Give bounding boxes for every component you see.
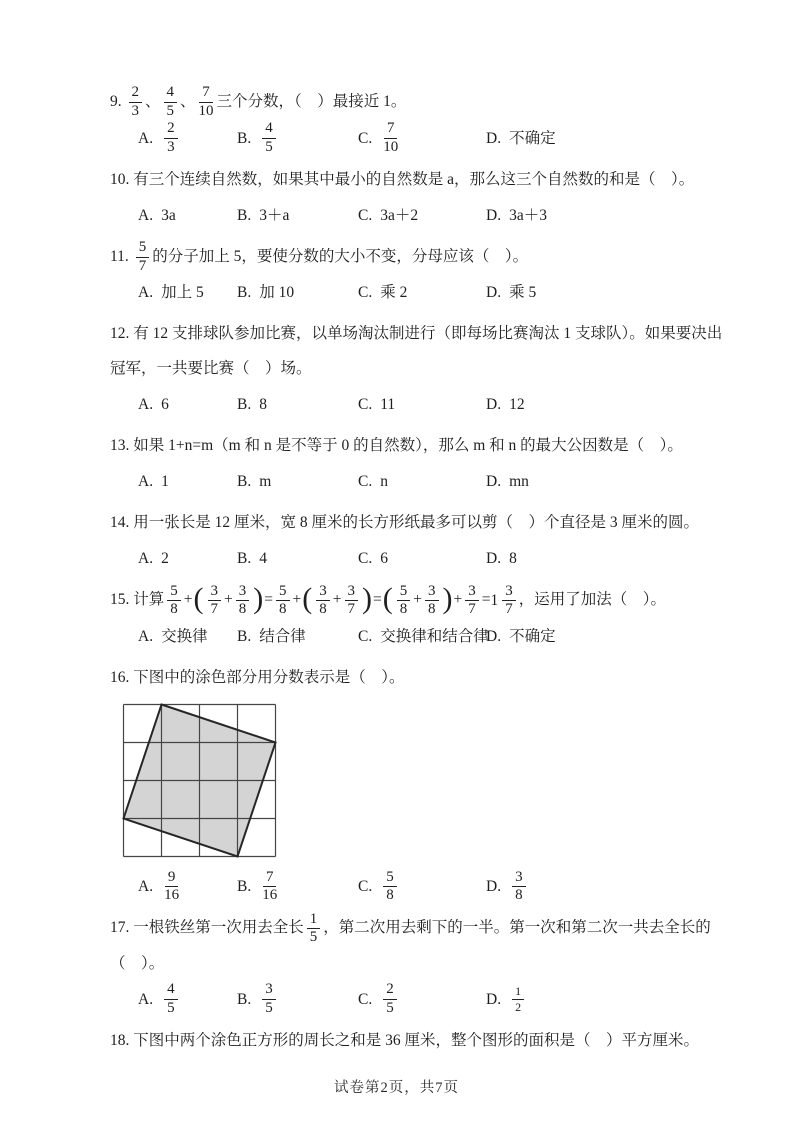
text-run: =	[373, 591, 382, 609]
fraction	[512, 870, 526, 905]
big-paren: (	[382, 581, 393, 615]
option-label: A.	[138, 550, 154, 568]
option-label: B.	[237, 129, 252, 147]
fraction-denominator: 7	[347, 601, 356, 618]
option-a	[138, 869, 237, 904]
option-a	[138, 619, 237, 654]
question-17	[110, 910, 711, 1017]
question-18	[110, 1023, 700, 1058]
option-label: B.	[237, 628, 252, 646]
text-run: 16. 下图中的涂色部分用分数表示是（ ）。	[110, 669, 405, 687]
fraction-numerator: 1	[512, 985, 524, 1000]
option-label: B.	[237, 991, 252, 1008]
fraction-numerator: 5	[276, 584, 290, 602]
option-label: D.	[486, 991, 502, 1008]
text-run: =	[264, 591, 274, 609]
text-run: 3a	[161, 206, 176, 224]
option-c	[358, 619, 489, 654]
text-run: 2	[161, 550, 169, 568]
option-label: D.	[486, 129, 502, 147]
option-d	[486, 464, 695, 499]
big-paren: (	[302, 581, 313, 615]
fraction-numerator: 5	[383, 870, 397, 888]
question-13	[110, 428, 695, 499]
fraction-numerator: 3	[316, 584, 330, 602]
question-stem-line	[110, 428, 695, 463]
text-run: m	[259, 473, 272, 491]
fraction	[208, 584, 222, 619]
option-label: A.	[138, 878, 154, 896]
fraction-denominator: 16	[164, 887, 180, 904]
text-run: +	[183, 591, 193, 609]
fraction-denominator: 7	[138, 257, 147, 274]
fraction-numerator: 3	[208, 584, 222, 602]
option-label: A.	[138, 991, 154, 1008]
page-footer	[0, 1076, 793, 1097]
big-paren: )	[362, 581, 373, 615]
fraction-numerator: 5	[167, 584, 181, 602]
question-stem-line	[110, 162, 695, 197]
option-a	[138, 541, 237, 576]
question-stem-line	[110, 582, 695, 618]
fraction-numerator: 3	[465, 584, 479, 602]
question-stem-line	[110, 660, 695, 695]
text-run: 12. 有 12 支排球队参加比赛，以单场淘汰制进行（即每场比赛淘汰 1 支球队）。如果要决出	[110, 325, 723, 343]
option-b	[237, 541, 358, 576]
option-label: C.	[358, 473, 373, 491]
question-15	[110, 582, 695, 654]
big-paren: (	[193, 581, 204, 615]
options-row	[110, 275, 695, 310]
options-row	[110, 198, 695, 233]
option-label: B.	[237, 284, 252, 302]
big-paren: )	[442, 581, 453, 615]
options-row	[110, 982, 695, 1017]
fraction	[345, 584, 359, 619]
fraction-numerator: 9	[165, 870, 179, 888]
text-run: 10. 有三个连续自然数，如果其中最小的自然数是 a，那么这三个自然数的和是（ ）。	[110, 170, 695, 188]
fraction	[502, 584, 516, 619]
fraction-denominator: 3	[131, 102, 139, 119]
fraction	[307, 912, 321, 947]
fraction	[164, 85, 178, 120]
fraction-denominator: 7	[210, 601, 219, 618]
option-d	[486, 982, 695, 1017]
option-label: B.	[237, 878, 252, 896]
fraction-denominator: 8	[170, 601, 178, 618]
fraction	[129, 85, 143, 120]
option-a	[138, 982, 237, 1017]
options-row	[110, 464, 695, 499]
text-run: +	[224, 591, 233, 609]
question-10	[110, 162, 695, 233]
fraction	[164, 121, 178, 156]
shaded-grid-figure	[121, 702, 278, 859]
text-run: 的分子加上 5，要使分数的大小不变，分母应该（ ）。	[152, 247, 529, 265]
text-run: 乘 2	[380, 284, 408, 302]
text-run: 14. 用一张长是 12 厘米，宽 8 厘米的长方形纸最多可以剪（ ）个直径是 3 厘米的圆。	[110, 514, 700, 532]
mixed-number	[491, 583, 519, 618]
fraction	[383, 870, 397, 905]
question-stem-line	[110, 239, 695, 275]
option-label: C.	[358, 550, 373, 568]
option-label: A.	[138, 129, 154, 147]
option-d	[486, 541, 695, 576]
fraction-numerator: 3	[262, 982, 276, 1000]
text-run: （ ）。	[110, 955, 165, 972]
option-d	[486, 121, 695, 156]
text-run: 冠军，一共要比赛（ ）场。	[110, 360, 312, 378]
text-run: 6	[380, 550, 388, 568]
fraction-denominator: 8	[279, 601, 287, 618]
fraction-numerator: 3	[512, 870, 526, 888]
text-run: n	[380, 473, 388, 491]
option-label: A.	[138, 206, 154, 224]
fraction	[236, 584, 250, 619]
text-run: 3a＋3	[509, 206, 547, 224]
question-stem-line	[110, 505, 700, 540]
fraction-numerator: 7	[384, 121, 398, 139]
option-label: B.	[237, 550, 252, 568]
fraction-denominator: 10	[198, 102, 214, 119]
text-run: 11	[380, 396, 396, 414]
text-run: 乘 5	[509, 284, 537, 302]
fraction-numerator: 3	[425, 584, 439, 602]
fraction-denominator: 8	[515, 887, 523, 904]
question-list	[110, 84, 723, 1064]
option-d	[486, 275, 695, 310]
text-run: 3a＋2	[380, 206, 419, 224]
question-11	[110, 239, 695, 311]
options-row	[110, 619, 695, 654]
fraction	[425, 584, 439, 619]
option-a	[138, 121, 237, 156]
fraction-denominator: 8	[238, 601, 247, 618]
fraction-denominator: 8	[399, 601, 408, 618]
fraction	[199, 85, 214, 120]
fraction	[167, 584, 181, 619]
text-run: 12	[509, 396, 525, 414]
option-d	[486, 619, 695, 654]
fraction	[383, 982, 397, 1017]
option-label: D.	[486, 628, 502, 646]
fraction-denominator: 8	[428, 601, 436, 618]
options-row	[110, 541, 695, 576]
option-b	[237, 464, 358, 499]
whole-number: 1	[490, 592, 499, 610]
page-number-text: 试卷第2页，共7页	[334, 1080, 459, 1096]
text-run: 交换律和结合律	[380, 628, 489, 646]
option-b	[237, 619, 358, 654]
option-label: B.	[237, 396, 252, 414]
text-run: 不确定	[509, 628, 556, 646]
text-run: 结合律	[259, 628, 306, 646]
fraction-numerator: 4	[164, 982, 178, 1000]
option-b	[237, 387, 358, 422]
option-d	[486, 869, 695, 904]
option-label: A.	[138, 473, 154, 491]
option-label: A.	[138, 284, 154, 302]
option-a	[138, 275, 237, 310]
text-run: 加 10	[259, 284, 295, 302]
fraction-denominator: 8	[319, 601, 327, 618]
fraction-denominator: 5	[265, 138, 273, 155]
option-label: B.	[237, 206, 252, 224]
fraction-numerator: 2	[164, 121, 178, 139]
text-run: +	[332, 591, 342, 609]
fraction-denominator: 5	[166, 102, 175, 119]
question-16	[110, 660, 695, 904]
option-label: D.	[486, 206, 502, 224]
fraction-numerator: 5	[136, 240, 150, 258]
fraction-numerator: 5	[397, 584, 411, 602]
fraction	[262, 121, 276, 156]
fraction-numerator: 4	[262, 121, 276, 139]
option-b	[237, 121, 358, 156]
fraction-numerator: 7	[199, 85, 213, 103]
text-run: 、	[180, 93, 196, 110]
option-b	[237, 198, 358, 233]
option-c	[358, 387, 486, 422]
fraction-denominator: 10	[383, 138, 399, 155]
text-run: +	[413, 591, 423, 609]
fraction-denominator: 5	[309, 929, 318, 946]
option-c	[358, 198, 486, 233]
option-label: C.	[358, 129, 373, 147]
big-paren: )	[253, 581, 264, 615]
text-run: 17. 一根铁丝第一次用去全长	[110, 919, 304, 937]
text-run: +	[292, 591, 302, 609]
fraction	[164, 870, 179, 905]
fraction-numerator: 3	[236, 584, 250, 602]
text-run: 6	[161, 396, 169, 414]
text-run: mn	[509, 473, 529, 491]
text-run: 18. 下图中两个涂色正方形的周长之和是 36 厘米，整个图形的面积是（ ）平方厘米。	[110, 1032, 700, 1049]
option-b	[237, 275, 358, 310]
option-label: B.	[237, 473, 252, 491]
options-row	[110, 869, 695, 904]
fraction-denominator: 5	[265, 1000, 273, 1016]
text-run: 9.	[110, 93, 126, 110]
question-stem-line	[110, 316, 723, 351]
fraction	[512, 985, 524, 1013]
fraction	[465, 584, 479, 619]
option-b	[237, 869, 358, 904]
fraction-denominator: 5	[167, 1000, 175, 1016]
text-run: 三个分数，（ ）最接近 1。	[216, 93, 407, 110]
option-d	[486, 198, 695, 233]
question-stem-line	[110, 351, 695, 386]
fraction-numerator: 3	[345, 584, 359, 602]
option-label: C.	[358, 284, 373, 302]
question-stem-line	[110, 946, 695, 981]
option-label: C.	[358, 878, 373, 896]
option-a	[138, 198, 237, 233]
fraction-numerator: 4	[164, 85, 178, 103]
fraction-numerator: 1	[307, 912, 321, 930]
options-row	[110, 121, 695, 156]
option-label: D.	[486, 284, 502, 302]
fraction-numerator: 2	[129, 85, 143, 103]
text-run: 、	[145, 93, 161, 110]
option-b	[237, 982, 358, 1017]
option-a	[138, 387, 237, 422]
text-run: +	[453, 591, 463, 609]
fraction	[383, 121, 398, 156]
fraction-numerator: 3	[502, 584, 516, 602]
fraction	[164, 982, 178, 1017]
fraction-denominator: 2	[515, 1000, 522, 1014]
question-stem-line	[110, 1023, 700, 1058]
option-label: C.	[358, 396, 373, 414]
option-c	[358, 982, 486, 1017]
option-c	[358, 541, 486, 576]
fraction	[276, 584, 290, 619]
fraction-numerator: 2	[383, 982, 397, 1000]
text-run: 8	[259, 396, 267, 414]
option-d	[486, 387, 695, 422]
option-a	[138, 464, 237, 499]
fraction-denominator: 7	[468, 601, 476, 618]
option-label: D.	[486, 473, 502, 491]
text-run: 1	[161, 473, 169, 491]
fraction-denominator: 16	[262, 887, 278, 904]
text-run: =	[481, 591, 491, 609]
option-c	[358, 464, 486, 499]
text-run: 加上 5	[161, 284, 204, 302]
option-label: C.	[358, 206, 373, 224]
option-c	[358, 869, 486, 904]
text-run: 11.	[110, 247, 133, 265]
option-c	[358, 275, 486, 310]
question-stem-line	[110, 84, 695, 120]
text-run: 4	[259, 550, 267, 568]
fraction	[262, 982, 276, 1017]
question-14	[110, 505, 700, 576]
text-run: ，运用了加法（ ）。	[518, 591, 667, 609]
text-run: 13. 如果 1+n=m（m 和 n 是不等于 0 的自然数），那么 m 和 n 的最大公因数是（ ）。	[110, 437, 683, 455]
fraction-denominator: 8	[386, 887, 394, 904]
fraction-numerator: 7	[263, 870, 277, 888]
text-run: 3＋a	[259, 206, 290, 224]
option-label: C.	[358, 628, 373, 646]
option-c	[358, 121, 486, 156]
fraction	[136, 240, 150, 275]
option-label: D.	[486, 550, 502, 568]
option-label: D.	[486, 396, 502, 414]
option-label: D.	[486, 878, 502, 896]
fraction-denominator: 3	[167, 138, 175, 155]
text-run: 不确定	[509, 129, 556, 147]
fraction	[316, 584, 330, 619]
text-run: 交换律	[161, 628, 208, 646]
text-run: ，第二次用去剩下的一半。第一次和第二次一共去全长的	[323, 919, 711, 937]
option-label: C.	[358, 991, 373, 1008]
question-9	[110, 84, 695, 156]
option-label: A.	[138, 628, 154, 646]
fraction-denominator: 5	[386, 1000, 394, 1016]
fraction-denominator: 7	[505, 601, 513, 618]
question-stem-line	[110, 910, 711, 946]
question-12	[110, 316, 723, 422]
text-run: 8	[509, 550, 517, 568]
fraction	[262, 870, 277, 905]
option-label: A.	[138, 396, 154, 414]
text-run: 15. 计算	[110, 591, 165, 609]
options-row	[110, 387, 695, 422]
fraction	[397, 584, 411, 619]
